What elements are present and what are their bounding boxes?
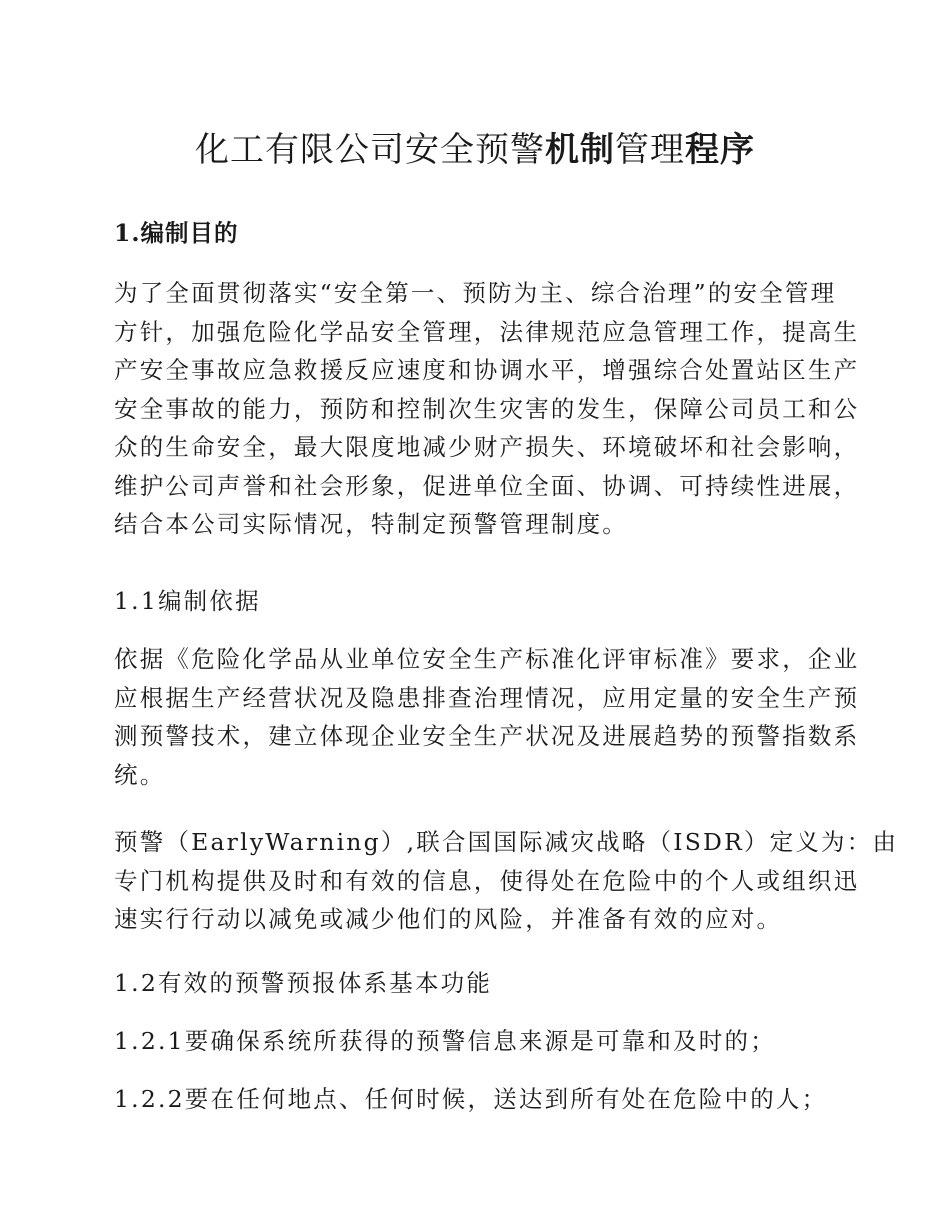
paragraph-line: 预警（EarlyWarning）,联合国国际减灾战略（ISDR）定义为：由 <box>114 828 899 856</box>
paragraph-line: 众的生命安全，最大限度地减少财产损失、环境破坏和社会影响， <box>114 433 860 461</box>
title-part-3: 管理 <box>615 130 685 170</box>
paragraph-line: 测预警技术，建立体现企业安全生产状况及进展趋势的预警指数系 <box>114 722 860 750</box>
section-heading-functions: 1.2有效的预警预报体系基本功能 <box>114 969 493 997</box>
section-heading-purpose: 1.编制目的 <box>114 219 239 247</box>
paragraph-line: 专门机构提供及时和有效的信息，使得处在危险中的个人或组织迅 <box>114 866 860 895</box>
paragraph-purpose <box>114 274 860 544</box>
title-part-2: 机制 <box>545 130 615 170</box>
paragraph-line: 依据《危险化学品从业单位安全生产标准化评审标准》要求，企业 <box>114 645 860 673</box>
list-item-1-2-1: 1.2.1要确保系统所获得的预警信息来源是可靠和及时的； <box>114 1027 776 1055</box>
paragraph-line: 方针，加强危险化学品安全管理，法律规范应急管理工作，提高生 <box>114 317 860 346</box>
paragraph-line: 统。 <box>114 760 166 789</box>
paragraph-line: 安全事故的能力，预防和控制次生灾害的发生，保障公司员工和公 <box>114 394 860 423</box>
paragraph-line: 应根据生产经营状况及隐患排查治理情况，应用定量的安全生产预 <box>114 683 860 712</box>
title-part-1: 化工有限公司安全预警 <box>195 130 545 170</box>
document-title <box>0 126 950 174</box>
section-heading-basis: 1.1编制依据 <box>114 587 261 615</box>
title-part-4: 程序 <box>685 130 755 170</box>
paragraph-early-warning <box>114 823 899 939</box>
paragraph-line: 结合本公司实际情况，特制定预警管理制度。 <box>114 510 628 538</box>
paragraph-basis <box>114 640 860 794</box>
list-item-1-2-2: 1.2.2要在任何地点、任何时候，送达到所有处在危险中的人； <box>114 1085 828 1113</box>
paragraph-line: 为了全面贯彻落实“安全第一、预防为主、综合治理”的安全管理 <box>114 279 837 307</box>
paragraph-line: 产安全事故应急救援反应速度和协调水平，增强综合处置站区生产 <box>114 356 860 384</box>
paragraph-line: 维护公司声誉和社会形象，促进单位全面、协调、可持续性进展， <box>114 471 860 500</box>
paragraph-line: 速实行行动以减免或减少他们的风险，并准备有效的应对。 <box>114 905 783 933</box>
